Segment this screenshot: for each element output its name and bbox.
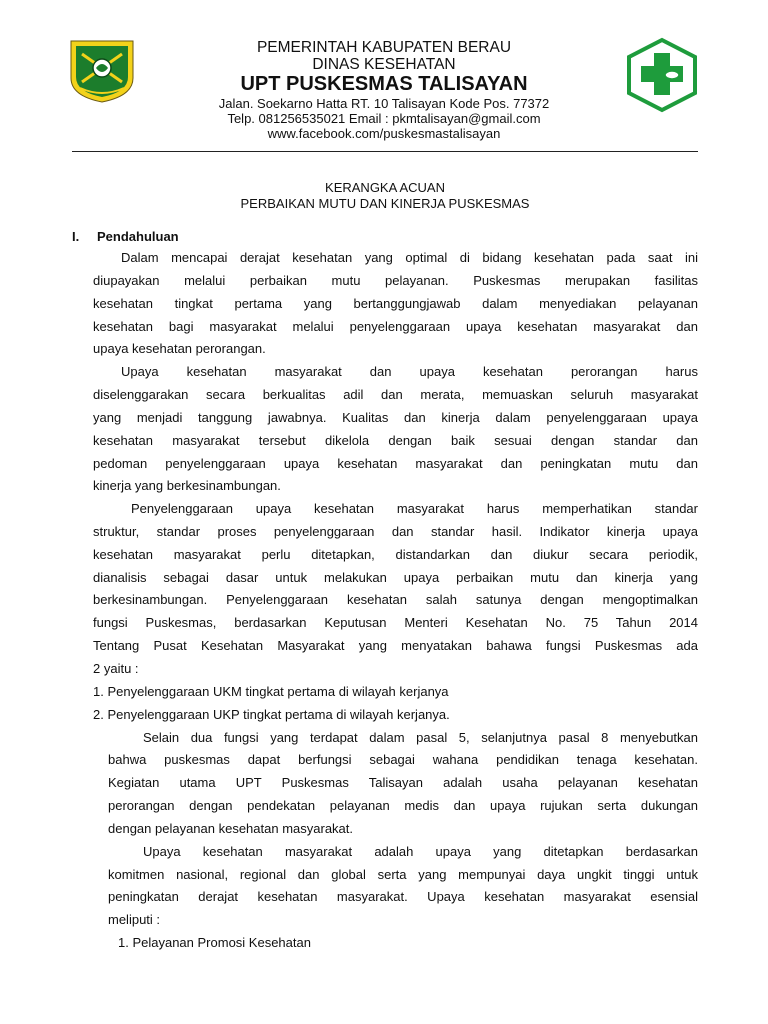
body-line: diupayakan melalui perbaikan mutu pelayanan. Puskesmas merupakan fasilitas <box>93 273 698 288</box>
body-line: komitmen nasional, regional dan global serta yang mempunyai daya ungkit tinggi untuk <box>108 867 698 882</box>
letterhead-divider <box>72 151 698 152</box>
letterhead-department: DINAS KESEHATAN <box>312 56 456 73</box>
body-line: dianalisis sebagai dasar untuk melakukan upaya perbaikan mutu dan kinerja yang <box>93 570 698 585</box>
body-line: Selain dua fungsi yang terdapat dalam pasal 5, selanjutnya pasal 8 menyebutkan <box>143 730 698 745</box>
body-line: berkesinambungan. Penyelenggaraan kesehatan salah satunya dengan mengoptimalkan <box>93 592 698 607</box>
body-line: kinerja yang berkesinambungan. <box>93 478 281 493</box>
list-item: 1. Penyelenggaraan UKM tingkat pertama di wilayah kerjanya <box>93 684 449 699</box>
body-line: diselenggarakan secara berkualitas adil dan merata, memuaskan seluruh masyarakat <box>93 387 698 402</box>
body-line: kesehatan masyarakat perlu ditetapkan, distandarkan dan diukur secara periodik, <box>93 547 698 562</box>
body-line: dengan pelayanan kesehatan masyarakat. <box>108 821 354 836</box>
document-title: KERANGKA ACUAN <box>325 180 445 195</box>
body-line: yang menjadi tanggung jawabnya. Kualitas dan kinerja dalam penyelenggaraan upaya <box>93 410 698 425</box>
body-line: Tentang Pusat Kesehatan Masyarakat yang menyatakan bahawa fungsi Puskesmas ada <box>93 638 698 653</box>
letterhead-address: Jalan. Soekarno Hatta RT. 10 Talisayan Kode Pos. 77372 <box>218 96 550 111</box>
body-line: fungsi Puskesmas, berdasarkan Keputusan Menteri Kesehatan No. 75 Tahun 2014 <box>93 615 698 630</box>
letterhead-government: PEMERINTAH KABUPATEN BERAU <box>256 39 512 56</box>
body-line: Upaya kesehatan masyarakat adalah upaya yang ditetapkan berdasarkan <box>143 844 698 859</box>
body-line: Upaya kesehatan masyarakat dan upaya kesehatan perorangan harus <box>121 364 698 379</box>
body-line: Dalam mencapai derajat kesehatan yang optimal di bidang kesehatan pada saat ini <box>121 250 698 265</box>
body-line: upaya kesehatan perorangan. <box>93 341 266 356</box>
body-line: perorangan dengan pendekatan pelayanan medis dan upaya rujukan serta dukungan <box>108 798 698 813</box>
list-item: 2. Penyelenggaraan UKP tingkat pertama di wilayah kerjanya. <box>93 707 450 722</box>
section-number: I. <box>72 229 80 244</box>
body-line: struktur, standar proses penyelenggaraan dan standar hasil. Indikator kinerja upaya <box>93 524 698 539</box>
body-line: bahwa puskesmas dapat berfungsi sebagai wahana pendidikan tenaga kesehatan. <box>108 752 698 767</box>
body-line: Penyelenggaraan upaya kesehatan masyarakat harus memperhatikan standar <box>131 501 698 516</box>
body-line: kesehatan bagi masyarakat melalui penyelenggaraan upaya kesehatan masyarakat dan <box>93 319 698 334</box>
document-subtitle: PERBAIKAN MUTU DAN KINERJA PUSKESMAS <box>240 196 530 211</box>
body-line: kesehatan tingkat pertama yang bertanggungjawab dalam menyediakan pelayanan <box>93 296 698 311</box>
body-line: kesehatan masyarakat tersebut dikelola dengan baik sesuai dengan standar dan <box>93 433 698 448</box>
body-line: 2 yaitu : <box>93 661 139 676</box>
letterhead-institution: UPT PUSKESMAS TALISAYAN <box>240 73 528 95</box>
list-item: 1. Pelayanan Promosi Kesehatan <box>118 935 311 950</box>
body-line: peningkatan derajat kesehatan masyarakat. Upaya kesehatan masyarakat esensial <box>108 889 698 904</box>
body-line: meliputi : <box>108 912 161 927</box>
section-heading: Pendahuluan <box>97 229 179 244</box>
puskesmas-logo-icon <box>625 37 699 113</box>
regency-emblem-icon <box>68 38 136 104</box>
letterhead-contact: Telp. 081256535021 Email : pkmtalisayan@gmail.com <box>227 111 541 126</box>
body-line: Kegiatan utama UPT Puskesmas Talisayan adalah usaha pelayanan kesehatan <box>108 775 698 790</box>
body-line: pedoman penyelenggaraan upaya kesehatan masyarakat dan peningkatan mutu dan <box>93 456 698 471</box>
letterhead-website: www.facebook.com/puskesmastalisayan <box>267 126 501 141</box>
